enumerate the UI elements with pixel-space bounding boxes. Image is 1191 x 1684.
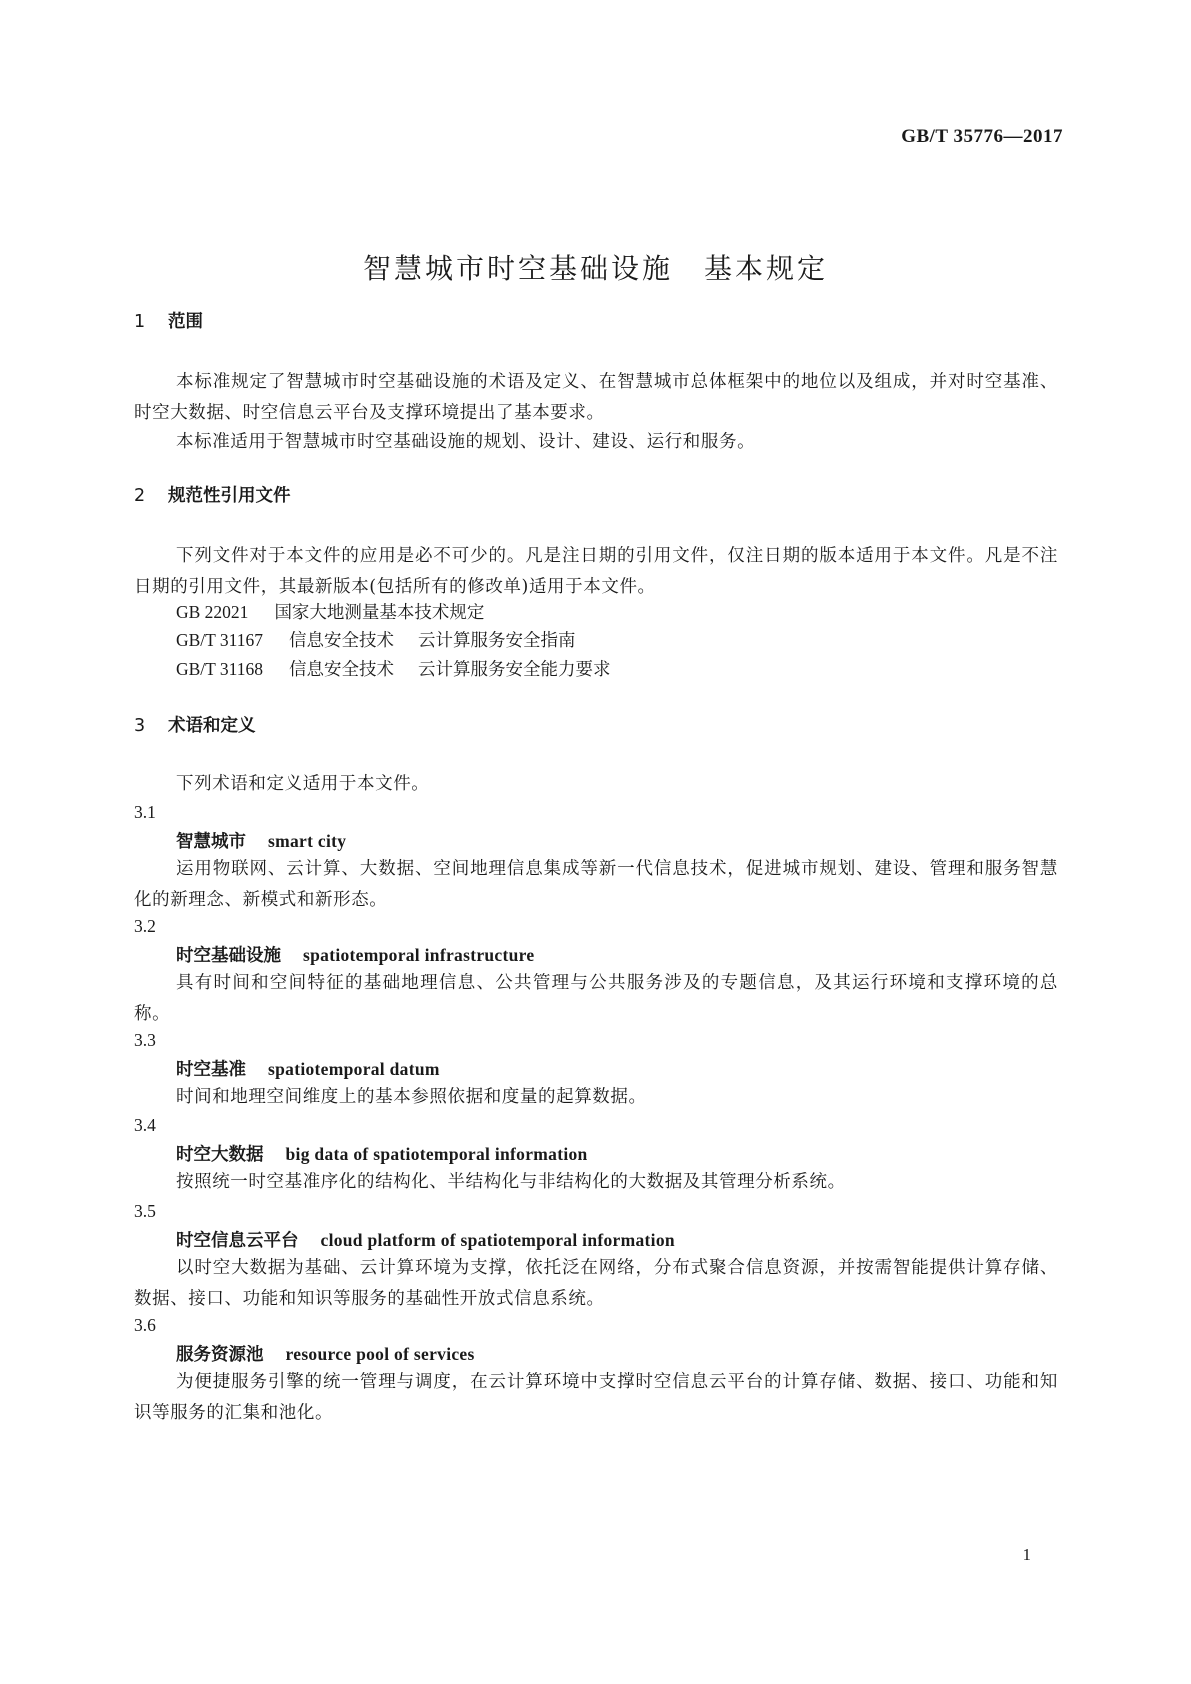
term-en: spatiotemporal infrastructure [303,945,535,965]
ref-item [176,625,576,656]
term-number: 3.3 [134,1030,156,1050]
ref-code: GB/T 31168 [176,659,264,679]
term-heading [176,1054,440,1085]
term-definition: 具有时间和空间特征的基础地理信息、公共管理与公共服务涉及的专题信息，及其运行环境和支撑环境的总称。 [134,973,1058,1024]
ref-title: 信息安全技术 [289,631,395,651]
term-definition: 以时空大数据为基础、云计算环境为支撑，依托泛在网络，分布式聚合信息资源，并按需智能提供计算存储、数据、接口、功能和知识等服务的基础性开放式信息系统。 [134,1258,1058,1309]
term-number: 3.5 [134,1201,156,1221]
ref-title: 信息安全技术 [289,660,395,680]
document-title: 智慧城市时空基础设施 基本规定 [362,251,828,285]
section-1-heading [134,307,1058,337]
term-definition: 按照统一时空基准序化的结构化、半结构化与非结构化的大数据及其管理分析系统。 [176,1172,846,1192]
term-zh: 服务资源池 [176,1345,264,1365]
standard-code: GB/T 35776—2017 [901,126,1063,147]
ref-code: GB 22021 [176,602,249,622]
term-number: 3.1 [134,802,156,822]
term-en: smart city [268,831,347,851]
term-heading [176,1139,588,1170]
scope-paragraph-2: 本标准适用于智慧城市时空基础设施的规划、设计、建设、运行和服务。 [176,432,756,452]
term-zh: 智慧城市 [176,832,246,852]
section-title: 术语和定义 [168,716,256,736]
ref-subtitle: 云计算服务安全指南 [418,631,576,651]
term-zh: 时空基准 [176,1060,246,1080]
term-zh: 时空大数据 [176,1145,264,1165]
page-number: 1 [1022,1545,1031,1564]
term-definition: 时间和地理空间维度上的基本参照依据和度量的起算数据。 [176,1087,647,1107]
section-number: 1 [134,312,146,332]
term-number: 3.2 [134,916,156,936]
section-title: 规范性引用文件 [168,486,291,506]
term-heading [176,1339,475,1370]
section-title: 范围 [168,312,203,332]
term-heading [176,940,534,971]
term-heading [176,826,346,857]
term-zh: 时空信息云平台 [176,1231,299,1251]
ref-item [176,597,484,628]
term-zh: 时空基础设施 [176,946,281,966]
term-en: spatiotemporal datum [268,1059,440,1079]
term-en: cloud platform of spatiotemporal information [320,1230,675,1250]
terms-intro: 下列术语和定义适用于本文件。 [176,774,430,794]
term-number: 3.4 [134,1115,156,1135]
ref-item [176,654,611,685]
section-number: 2 [134,486,146,506]
term-number: 3.6 [134,1315,156,1335]
refs-intro: 下列文件对于本文件的应用是必不可少的。凡是注日期的引用文件，仅注日期的版本适用于本文件。凡是不注日期的引用文件，其最新版本(包括所有的修改单)适用于本文件。 [134,546,1058,597]
term-heading [176,1225,675,1256]
ref-subtitle: 云计算服务安全能力要求 [418,660,611,680]
ref-code: GB/T 31167 [176,630,264,650]
section-2-heading [134,481,1058,511]
ref-title: 国家大地测量基本技术规定 [274,603,485,623]
section-3-heading [134,711,1058,741]
section-number: 3 [134,716,146,736]
term-definition: 为便捷服务引擎的统一管理与调度，在云计算环境中支撑时空信息云平台的计算存储、数据、接口、功能和知识等服务的汇集和池化。 [134,1372,1058,1423]
term-definition: 运用物联网、云计算、大数据、空间地理信息集成等新一代信息技术，促进城市规划、建设、管理和服务智慧化的新理念、新模式和新形态。 [134,859,1058,910]
scope-paragraph-1: 本标准规定了智慧城市时空基础设施的术语及定义、在智慧城市总体框架中的地位以及组成，并对时空基准、时空大数据、时空信息云平台及支撑环境提出了基本要求。 [134,372,1058,423]
term-en: resource pool of services [285,1344,475,1364]
term-en: big data of spatiotemporal information [285,1144,588,1164]
